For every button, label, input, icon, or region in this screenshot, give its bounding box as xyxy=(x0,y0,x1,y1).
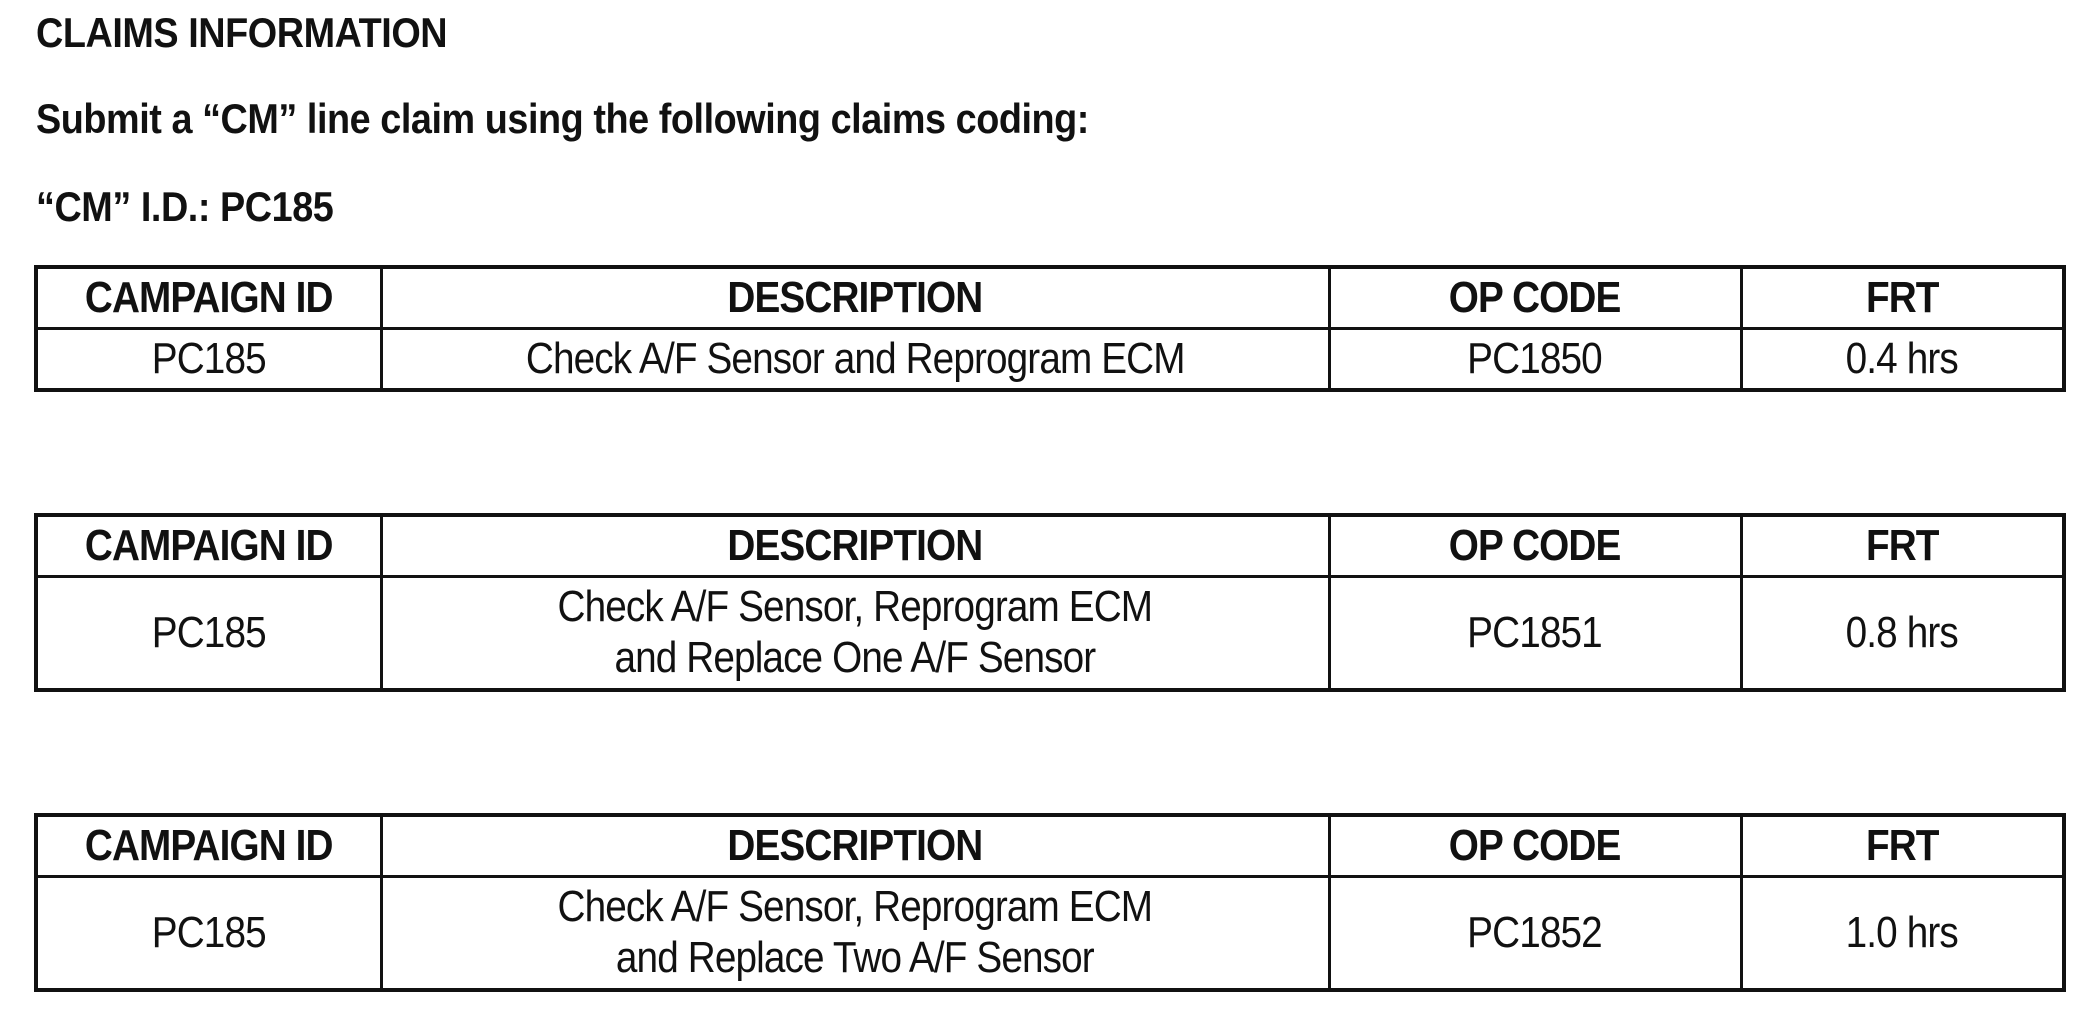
cell-op-code: PC1851 xyxy=(1329,577,1741,691)
cell-op-code: PC1850 xyxy=(1329,329,1741,391)
cell-description xyxy=(381,329,1329,391)
cell-description xyxy=(381,877,1329,991)
cell-campaign-id: PC185 xyxy=(36,877,381,991)
header-campaign-id: CAMPAIGN ID xyxy=(36,515,381,577)
claims-table-3 xyxy=(34,813,2066,992)
table-header-row xyxy=(36,515,2064,577)
section-title: CLAIMS INFORMATION xyxy=(36,9,448,56)
claims-table-1 xyxy=(34,265,2066,392)
table-row xyxy=(36,577,2064,691)
table-header-row xyxy=(36,815,2064,877)
header-campaign-id: CAMPAIGN ID xyxy=(36,267,381,329)
description-line: and Replace Two A/F Sensor xyxy=(616,933,1094,982)
claim-instruction: Submit a “CM” line claim using the following claims coding: xyxy=(36,95,1089,142)
header-frt: FRT xyxy=(1741,815,2064,877)
header-description: DESCRIPTION xyxy=(381,815,1329,877)
cell-campaign-id: PC185 xyxy=(36,329,381,391)
cell-description xyxy=(381,577,1329,691)
cm-id-line: “CM” I.D.: PC185 xyxy=(36,183,334,230)
description-line: Check A/F Sensor, Reprogram ECM xyxy=(557,882,1153,932)
description-line: and Replace One A/F Sensor xyxy=(614,633,1096,682)
cell-frt: 0.8 hrs xyxy=(1741,577,2064,691)
header-op-code: OP CODE xyxy=(1329,267,1741,329)
table-row xyxy=(36,877,2064,991)
description-line: Check A/F Sensor and Reprogram ECM xyxy=(525,333,1185,383)
table-row xyxy=(36,329,2064,391)
header-description: DESCRIPTION xyxy=(381,515,1329,577)
header-op-code: OP CODE xyxy=(1329,815,1741,877)
header-campaign-id: CAMPAIGN ID xyxy=(36,815,381,877)
cell-campaign-id: PC185 xyxy=(36,577,381,691)
header-description: DESCRIPTION xyxy=(381,267,1329,329)
cell-op-code: PC1852 xyxy=(1329,877,1741,991)
header-frt: FRT xyxy=(1741,515,2064,577)
cell-frt: 0.4 hrs xyxy=(1741,329,2064,391)
table-header-row xyxy=(36,267,2064,329)
header-op-code: OP CODE xyxy=(1329,515,1741,577)
header-frt: FRT xyxy=(1741,267,2064,329)
description-line: Check A/F Sensor, Reprogram ECM xyxy=(557,582,1153,632)
cell-frt: 1.0 hrs xyxy=(1741,877,2064,991)
claims-table-2 xyxy=(34,513,2066,692)
